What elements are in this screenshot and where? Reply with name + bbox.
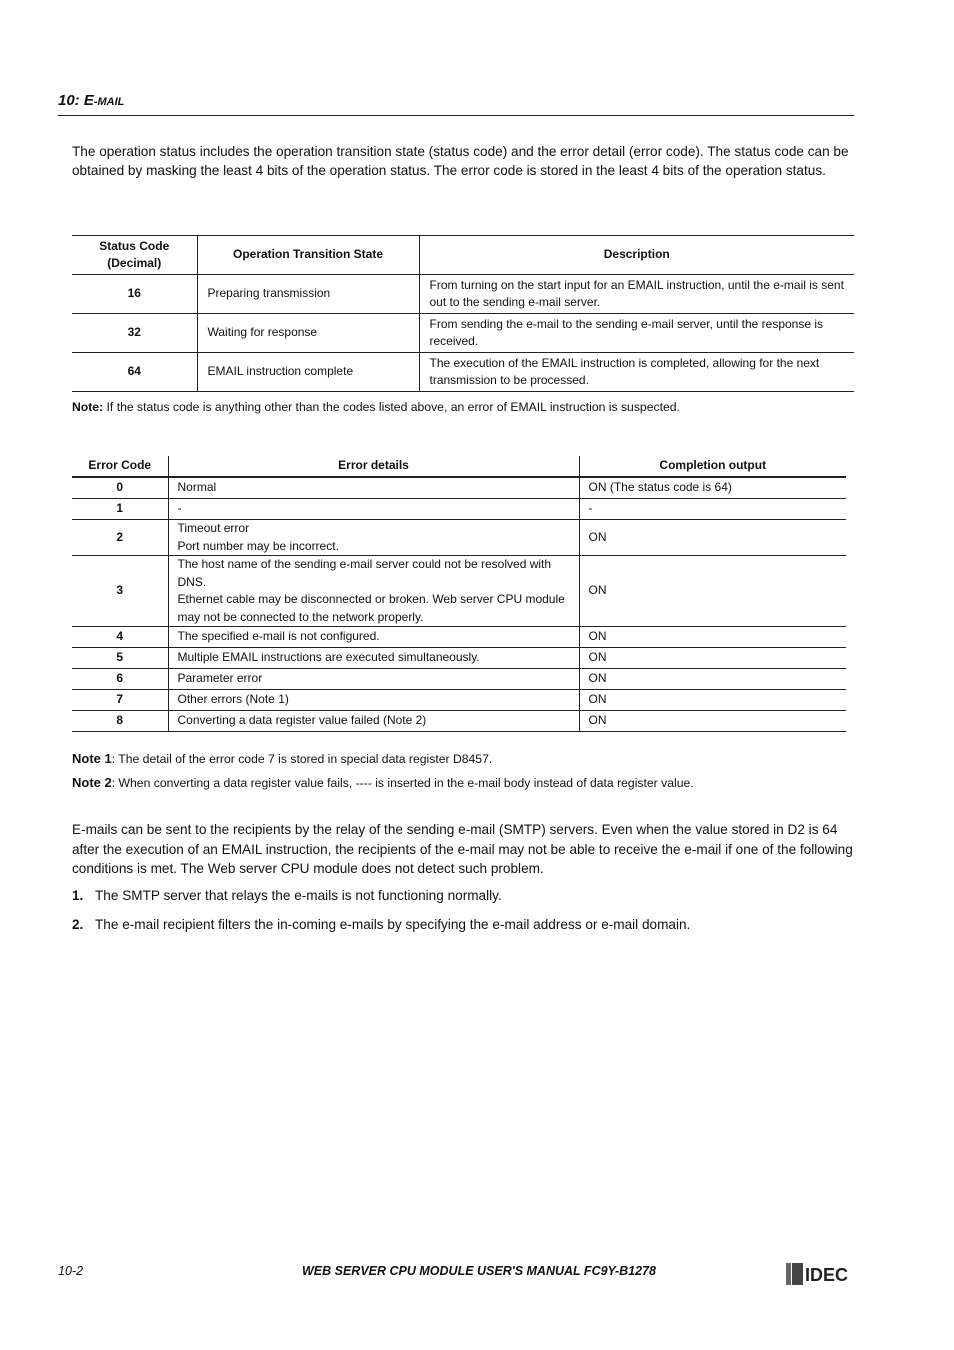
error-details-cell (168, 477, 579, 499)
error-detail-line: - (177, 501, 182, 516)
error-code-cell: 7 (72, 690, 168, 711)
intro-paragraph: The operation status includes the operation transition state (status code) and the error detail (error code). The status code can be obtained by masking the least 4 bits of the operation status. The error code is stored in the least 4 bits of the operation status. (72, 144, 849, 178)
error-detail-line: Other errors (Note 1) (177, 692, 289, 707)
list-item: 1. The SMTP server that relays the e-mails is not functioning normally. (72, 888, 502, 903)
status-code-header: Status Code (Decimal) (72, 236, 197, 275)
table-row (72, 627, 846, 648)
error-code-cell: 2 (72, 520, 168, 556)
section-title: 10: E-MAIL (58, 92, 125, 109)
table-row (72, 499, 846, 520)
table-row (72, 690, 846, 711)
error-detail-line: Timeout error (177, 521, 250, 535)
table-row (72, 556, 846, 627)
list-item: 2. The e-mail recipient filters the in-coming e-mails by specifying the e-mail address or e-mail domain. (72, 917, 691, 932)
page-number: 10-2 (58, 1264, 84, 1278)
completion-output-cell: ON (The status code is 64) (579, 477, 846, 499)
error-details-header: Error details (168, 456, 579, 477)
completion-output-cell: ON (579, 556, 846, 627)
error-details-cell (168, 669, 579, 690)
header-rule (58, 115, 854, 116)
completion-output-cell: ON (579, 711, 846, 732)
error-detail-line: Port number may be incorrect. (177, 538, 339, 553)
svg-text:IDEC: IDEC (805, 1265, 849, 1285)
description-header: Description (419, 236, 854, 275)
error-code-cell: 4 (72, 627, 168, 648)
table-row (72, 275, 854, 314)
completion-output-cell: ON (579, 627, 846, 648)
completion-output-cell: ON (579, 648, 846, 669)
error-detail-line: Parameter error (177, 671, 263, 686)
completion-output-cell: - (579, 499, 846, 520)
transition-state-header: Operation Transition State (197, 236, 419, 275)
error-detail-line: Converting a data register value failed (Note 2) (177, 713, 427, 728)
error-detail-line: The host name of the sending e-mail server could not be resolved with DNS. (177, 557, 552, 589)
state-cell: EMAIL instruction complete (197, 353, 419, 392)
footnote-1: Note 1: The detail of the error code 7 is stored in special data register D8457. (72, 751, 493, 766)
body-paragraph: E-mails can be sent to the recipients by the relay of the sending e-mail (SMTP) servers. Even when the value stored in D2 is 64 after the execution of an EMAIL instruction, the recipients of the e-mail may not be able to receive the e-mail if one of the following conditions is met. The Web server CPU module does not detect such problem. (72, 822, 853, 876)
error-code-header: Error Code (72, 456, 168, 477)
error-details-cell (168, 627, 579, 648)
status-code-cell: 32 (72, 314, 197, 353)
description-cell: The execution of the EMAIL instruction is completed, allowing for the next transmission to be processed. (419, 353, 854, 392)
description-cell: From turning on the start input for an EMAIL instruction, until the e-mail is sent out to the sending e-mail server. (419, 275, 854, 314)
description-cell: From sending the e-mail to the sending e-mail server, until the response is received. (419, 314, 854, 353)
status-note (72, 400, 680, 414)
error-code-cell: 0 (72, 477, 168, 499)
error-detail-line: Normal (177, 480, 217, 495)
status-code-cell: 64 (72, 353, 197, 392)
status-code-table (72, 235, 854, 392)
error-detail-line: Multiple EMAIL instructions are executed simultaneously. (177, 650, 480, 665)
note-text: If the status code is anything other than the codes listed above, an error of EMAIL instruction is suspected. (103, 400, 680, 414)
completion-output-header: Completion output (579, 456, 846, 477)
error-code-cell: 3 (72, 556, 168, 627)
error-details-cell (168, 520, 579, 556)
error-details-cell (168, 499, 579, 520)
table-row (72, 520, 846, 556)
completion-output-cell: ON (579, 520, 846, 556)
error-code-table (72, 456, 846, 732)
error-code-cell: 1 (72, 499, 168, 520)
table-row (72, 353, 854, 392)
table-row (72, 477, 846, 499)
manual-title: WEB SERVER CPU MODULE USER'S MANUAL FC9Y-B1278 (302, 1264, 656, 1278)
idec-logo (786, 1263, 856, 1285)
error-details-cell (168, 711, 579, 732)
error-detail-line: Ethernet cable may be disconnected or broken. Web server CPU module may not be connected to the network properly. (177, 592, 565, 624)
state-cell: Preparing transmission (197, 275, 419, 314)
table-row (72, 669, 846, 690)
table-row (72, 314, 854, 353)
error-details-cell (168, 648, 579, 669)
error-code-cell: 5 (72, 648, 168, 669)
error-code-cell: 8 (72, 711, 168, 732)
completion-output-cell: ON (579, 669, 846, 690)
state-cell: Waiting for response (197, 314, 419, 353)
table-row (72, 711, 846, 732)
error-code-cell: 6 (72, 669, 168, 690)
error-details-cell (168, 690, 579, 711)
error-detail-line: The specified e-mail is not configured. (177, 629, 380, 644)
completion-output-cell: ON (579, 690, 846, 711)
table-row (72, 648, 846, 669)
footnote-2: Note 2: When converting a data register value fails, ---- is inserted in the e-mail body instead of data register value. (72, 775, 694, 790)
error-details-cell (168, 556, 579, 627)
status-code-cell: 16 (72, 275, 197, 314)
note-label: Note: (72, 400, 104, 414)
